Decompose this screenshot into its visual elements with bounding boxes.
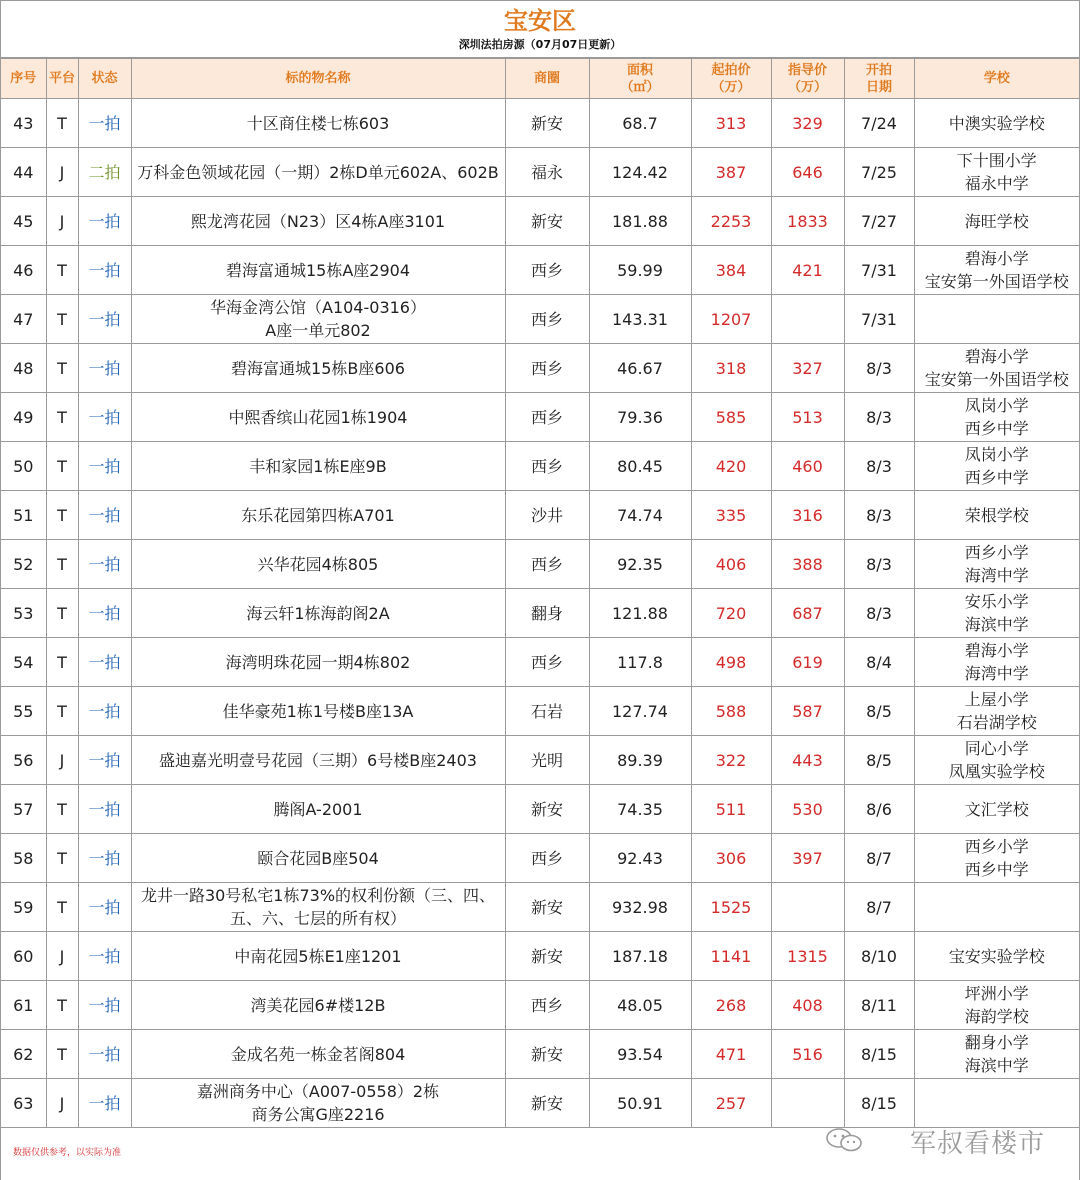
cell-status: 一拍 — [78, 393, 131, 442]
cell-name: 兴华花园4栋805 — [131, 540, 505, 589]
cell-platform: T — [46, 540, 78, 589]
cell-size: 50.91 — [589, 1079, 691, 1128]
cell-guide-price: 516 — [771, 1030, 844, 1079]
table-row — [1, 834, 1079, 883]
cell-name: 颐合花园B座504 — [131, 834, 505, 883]
cell-platform: T — [46, 99, 78, 148]
cell-platform: T — [46, 246, 78, 295]
cell-area: 西乡 — [505, 344, 589, 393]
cell-size: 68.7 — [589, 99, 691, 148]
cell-start-price: 313 — [691, 99, 771, 148]
cell-guide-price: 443 — [771, 736, 844, 785]
cell-no: 52 — [1, 540, 46, 589]
cell-size: 74.74 — [589, 491, 691, 540]
cell-start-price: 471 — [691, 1030, 771, 1079]
cell-status: 一拍 — [78, 736, 131, 785]
cell-status: 一拍 — [78, 99, 131, 148]
cell-area: 西乡 — [505, 981, 589, 1030]
cell-area: 沙井 — [505, 491, 589, 540]
cell-size: 80.45 — [589, 442, 691, 491]
cell-platform: T — [46, 295, 78, 344]
cell-size: 89.39 — [589, 736, 691, 785]
cell-start-price: 1141 — [691, 932, 771, 981]
cell-size: 181.88 — [589, 197, 691, 246]
cell-area: 光明 — [505, 736, 589, 785]
table-row — [1, 197, 1079, 246]
table-row — [1, 883, 1079, 932]
cell-date: 8/11 — [844, 981, 914, 1030]
cell-no: 57 — [1, 785, 46, 834]
cell-date: 8/5 — [844, 687, 914, 736]
cell-status: 一拍 — [78, 1030, 131, 1079]
table-header-row — [1, 59, 1079, 99]
cell-area: 新安 — [505, 785, 589, 834]
cell-school: 凤岗小学 西乡中学 — [914, 393, 1079, 442]
cell-no: 46 — [1, 246, 46, 295]
cell-no: 49 — [1, 393, 46, 442]
cell-status: 一拍 — [78, 344, 131, 393]
table-row — [1, 393, 1079, 442]
cell-date: 8/15 — [844, 1079, 914, 1128]
col-header-start-price: 起拍价 （万） — [691, 59, 771, 99]
cell-start-price: 720 — [691, 589, 771, 638]
cell-size: 92.43 — [589, 834, 691, 883]
table-row — [1, 295, 1079, 344]
cell-size: 117.8 — [589, 638, 691, 687]
cell-status: 一拍 — [78, 785, 131, 834]
cell-size: 93.54 — [589, 1030, 691, 1079]
cell-area: 西乡 — [505, 442, 589, 491]
cell-name: 嘉洲商务中心（A007-0558）2栋 商务公寓G座2216 — [131, 1079, 505, 1128]
cell-guide-price: 460 — [771, 442, 844, 491]
cell-name: 中南花园5栋E1座1201 — [131, 932, 505, 981]
cell-start-price: 498 — [691, 638, 771, 687]
table-row — [1, 540, 1079, 589]
cell-no: 58 — [1, 834, 46, 883]
cell-platform: T — [46, 785, 78, 834]
cell-start-price: 384 — [691, 246, 771, 295]
cell-no: 61 — [1, 981, 46, 1030]
cell-area: 新安 — [505, 1079, 589, 1128]
table-body — [1, 99, 1079, 1128]
col-header-area: 商圈 — [505, 59, 589, 99]
table-row — [1, 99, 1079, 148]
cell-school — [914, 883, 1079, 932]
cell-name: 丰和家园1栋E座9B — [131, 442, 505, 491]
cell-size: 121.88 — [589, 589, 691, 638]
table-row — [1, 1079, 1079, 1128]
table-row — [1, 932, 1079, 981]
table-row — [1, 491, 1079, 540]
table-row — [1, 785, 1079, 834]
cell-school: 宝安实验学校 — [914, 932, 1079, 981]
cell-size: 187.18 — [589, 932, 691, 981]
cell-school: 碧海小学 宝安第一外国语学校 — [914, 344, 1079, 393]
cell-size: 74.35 — [589, 785, 691, 834]
cell-no: 51 — [1, 491, 46, 540]
col-header-status: 状态 — [78, 59, 131, 99]
cell-start-price: 1525 — [691, 883, 771, 932]
cell-date: 7/27 — [844, 197, 914, 246]
cell-platform: T — [46, 883, 78, 932]
table-row — [1, 589, 1079, 638]
cell-platform: T — [46, 344, 78, 393]
cell-guide-price: 327 — [771, 344, 844, 393]
cell-name: 华海金湾公馆（A104-0316） A座一单元802 — [131, 295, 505, 344]
cell-date: 8/6 — [844, 785, 914, 834]
cell-status: 一拍 — [78, 295, 131, 344]
cell-date: 8/7 — [844, 883, 914, 932]
cell-school: 上屋小学 石岩湖学校 — [914, 687, 1079, 736]
footer — [0, 1123, 1080, 1180]
wechat-icon — [825, 1127, 865, 1153]
cell-area: 新安 — [505, 932, 589, 981]
cell-no: 54 — [1, 638, 46, 687]
cell-area: 西乡 — [505, 246, 589, 295]
cell-name: 湾美花园6#楼12B — [131, 981, 505, 1030]
cell-status: 二拍 — [78, 148, 131, 197]
table-row — [1, 442, 1079, 491]
cell-size: 59.99 — [589, 246, 691, 295]
cell-guide-price: 646 — [771, 148, 844, 197]
cell-guide-price: 421 — [771, 246, 844, 295]
cell-start-price: 268 — [691, 981, 771, 1030]
cell-area: 新安 — [505, 197, 589, 246]
cell-size: 143.31 — [589, 295, 691, 344]
cell-platform: T — [46, 589, 78, 638]
cell-guide-price — [771, 295, 844, 344]
table-row — [1, 246, 1079, 295]
cell-start-price: 588 — [691, 687, 771, 736]
table-row — [1, 148, 1079, 197]
cell-no: 60 — [1, 932, 46, 981]
cell-start-price: 322 — [691, 736, 771, 785]
cell-name: 中熙香缤山花园1栋1904 — [131, 393, 505, 442]
cell-start-price: 1207 — [691, 295, 771, 344]
col-header-date: 开拍 日期 — [844, 59, 914, 99]
table-row — [1, 687, 1079, 736]
cell-no: 44 — [1, 148, 46, 197]
cell-status: 一拍 — [78, 540, 131, 589]
cell-no: 55 — [1, 687, 46, 736]
page-subtitle: 深圳法拍房源（07月07日更新） — [458, 38, 622, 51]
cell-date: 8/3 — [844, 344, 914, 393]
cell-school: 安乐小学 海滨中学 — [914, 589, 1079, 638]
col-header-school: 学校 — [914, 59, 1079, 99]
cell-school: 翻身小学 海滨中学 — [914, 1030, 1079, 1079]
cell-start-price: 511 — [691, 785, 771, 834]
cell-no: 50 — [1, 442, 46, 491]
cell-no: 53 — [1, 589, 46, 638]
cell-size: 127.74 — [589, 687, 691, 736]
cell-start-price: 585 — [691, 393, 771, 442]
cell-school: 碧海小学 海湾中学 — [914, 638, 1079, 687]
watermark-text: 军叔看楼市 — [909, 1129, 1045, 1159]
cell-school: 碧海小学 宝安第一外国语学校 — [914, 246, 1079, 295]
cell-area: 新安 — [505, 883, 589, 932]
cell-status: 一拍 — [78, 589, 131, 638]
cell-no: 43 — [1, 99, 46, 148]
cell-guide-price: 619 — [771, 638, 844, 687]
cell-platform: J — [46, 736, 78, 785]
cell-platform: T — [46, 1030, 78, 1079]
cell-area: 福永 — [505, 148, 589, 197]
cell-size: 92.35 — [589, 540, 691, 589]
cell-guide-price: 388 — [771, 540, 844, 589]
cell-name: 碧海富通城15栋B座606 — [131, 344, 505, 393]
cell-status: 一拍 — [78, 883, 131, 932]
cell-date: 7/31 — [844, 295, 914, 344]
cell-platform: J — [46, 197, 78, 246]
cell-guide-price: 513 — [771, 393, 844, 442]
cell-start-price: 420 — [691, 442, 771, 491]
page-title: 宝安区 — [504, 7, 576, 35]
cell-school: 荣根学校 — [914, 491, 1079, 540]
cell-school: 坪洲小学 海韵学校 — [914, 981, 1079, 1030]
cell-area: 西乡 — [505, 393, 589, 442]
cell-guide-price — [771, 883, 844, 932]
cell-date: 7/25 — [844, 148, 914, 197]
cell-date: 8/7 — [844, 834, 914, 883]
cell-status: 一拍 — [78, 491, 131, 540]
col-header-size: 面积 （㎡） — [589, 59, 691, 99]
cell-status: 一拍 — [78, 197, 131, 246]
cell-status: 一拍 — [78, 1079, 131, 1128]
cell-no: 56 — [1, 736, 46, 785]
cell-school: 西乡小学 西乡中学 — [914, 834, 1079, 883]
cell-platform: T — [46, 393, 78, 442]
col-header-no: 序号 — [1, 59, 46, 99]
cell-name: 海湾明珠花园一期4栋802 — [131, 638, 505, 687]
cell-guide-price: 397 — [771, 834, 844, 883]
cell-date: 8/4 — [844, 638, 914, 687]
cell-school: 中澳实验学校 — [914, 99, 1079, 148]
table-row — [1, 736, 1079, 785]
cell-name: 佳华豪苑1栋1号楼B座13A — [131, 687, 505, 736]
cell-guide-price — [771, 1079, 844, 1128]
cell-date: 7/24 — [844, 99, 914, 148]
cell-guide-price: 316 — [771, 491, 844, 540]
cell-status: 一拍 — [78, 246, 131, 295]
cell-guide-price: 587 — [771, 687, 844, 736]
cell-name: 海云轩1栋海韵阁2A — [131, 589, 505, 638]
cell-school: 同心小学 凤凰实验学校 — [914, 736, 1079, 785]
cell-date: 8/3 — [844, 442, 914, 491]
cell-date: 8/10 — [844, 932, 914, 981]
cell-platform: T — [46, 491, 78, 540]
cell-start-price: 387 — [691, 148, 771, 197]
cell-start-price: 306 — [691, 834, 771, 883]
cell-area: 西乡 — [505, 638, 589, 687]
cell-no: 47 — [1, 295, 46, 344]
cell-start-price: 318 — [691, 344, 771, 393]
listing-table — [1, 58, 1079, 1128]
col-header-name: 标的物名称 — [131, 59, 505, 99]
cell-area: 西乡 — [505, 540, 589, 589]
cell-name: 十区商住楼七栋603 — [131, 99, 505, 148]
cell-no: 48 — [1, 344, 46, 393]
cell-area: 新安 — [505, 99, 589, 148]
cell-date: 7/31 — [844, 246, 914, 295]
cell-name: 碧海富通城15栋A座2904 — [131, 246, 505, 295]
cell-status: 一拍 — [78, 638, 131, 687]
cell-name: 万科金色领域花园（一期）2栋D单元602A、602B — [131, 148, 505, 197]
cell-name: 盛迪嘉光明壹号花园（三期）6号楼B座2403 — [131, 736, 505, 785]
cell-name: 腾阁A-2001 — [131, 785, 505, 834]
cell-date: 8/3 — [844, 540, 914, 589]
cell-size: 932.98 — [589, 883, 691, 932]
cell-platform: J — [46, 932, 78, 981]
cell-start-price: 257 — [691, 1079, 771, 1128]
cell-area: 西乡 — [505, 295, 589, 344]
cell-guide-price: 408 — [771, 981, 844, 1030]
cell-school — [914, 295, 1079, 344]
cell-status: 一拍 — [78, 442, 131, 491]
cell-school: 文汇学校 — [914, 785, 1079, 834]
cell-school: 下十围小学 福永中学 — [914, 148, 1079, 197]
cell-school — [914, 1079, 1079, 1128]
cell-guide-price: 687 — [771, 589, 844, 638]
cell-status: 一拍 — [78, 932, 131, 981]
cell-platform: T — [46, 981, 78, 1030]
disclaimer-note: 数据仅供参考，以实际为准 — [13, 1148, 122, 1158]
cell-school: 凤岗小学 西乡中学 — [914, 442, 1079, 491]
cell-platform: T — [46, 442, 78, 491]
cell-no: 59 — [1, 883, 46, 932]
cell-name: 东乐花园第四栋A701 — [131, 491, 505, 540]
cell-platform: T — [46, 638, 78, 687]
cell-platform: T — [46, 687, 78, 736]
title-block — [1, 1, 1079, 58]
cell-guide-price: 1315 — [771, 932, 844, 981]
cell-status: 一拍 — [78, 834, 131, 883]
cell-name: 熙龙湾花园（N23）区4栋A座3101 — [131, 197, 505, 246]
cell-guide-price: 530 — [771, 785, 844, 834]
table-row — [1, 638, 1079, 687]
cell-platform: J — [46, 148, 78, 197]
cell-area: 西乡 — [505, 834, 589, 883]
cell-size: 79.36 — [589, 393, 691, 442]
cell-area: 新安 — [505, 1030, 589, 1079]
cell-date: 8/5 — [844, 736, 914, 785]
cell-date: 8/3 — [844, 393, 914, 442]
cell-date: 8/3 — [844, 589, 914, 638]
cell-no: 63 — [1, 1079, 46, 1128]
cell-name: 金成名苑一栋金茗阁804 — [131, 1030, 505, 1079]
cell-area: 石岩 — [505, 687, 589, 736]
cell-date: 8/15 — [844, 1030, 914, 1079]
cell-platform: T — [46, 834, 78, 883]
cell-no: 62 — [1, 1030, 46, 1079]
cell-size: 48.05 — [589, 981, 691, 1030]
table-row — [1, 344, 1079, 393]
cell-area: 翻身 — [505, 589, 589, 638]
cell-name: 龙井一路30号私宅1栋73%的权利份额（三、四、五、六、七层的所有权） — [131, 883, 505, 932]
cell-guide-price: 329 — [771, 99, 844, 148]
cell-no: 45 — [1, 197, 46, 246]
table-row — [1, 1030, 1079, 1079]
cell-size: 124.42 — [589, 148, 691, 197]
cell-size: 46.67 — [589, 344, 691, 393]
col-header-platform: 平台 — [46, 59, 78, 99]
cell-start-price: 406 — [691, 540, 771, 589]
table-row — [1, 981, 1079, 1030]
cell-school: 西乡小学 海湾中学 — [914, 540, 1079, 589]
col-header-guide-price: 指导价 （万） — [771, 59, 844, 99]
cell-school: 海旺学校 — [914, 197, 1079, 246]
cell-guide-price: 1833 — [771, 197, 844, 246]
cell-platform: J — [46, 1079, 78, 1128]
cell-start-price: 335 — [691, 491, 771, 540]
cell-status: 一拍 — [78, 687, 131, 736]
cell-date: 8/3 — [844, 491, 914, 540]
cell-start-price: 2253 — [691, 197, 771, 246]
cell-status: 一拍 — [78, 981, 131, 1030]
